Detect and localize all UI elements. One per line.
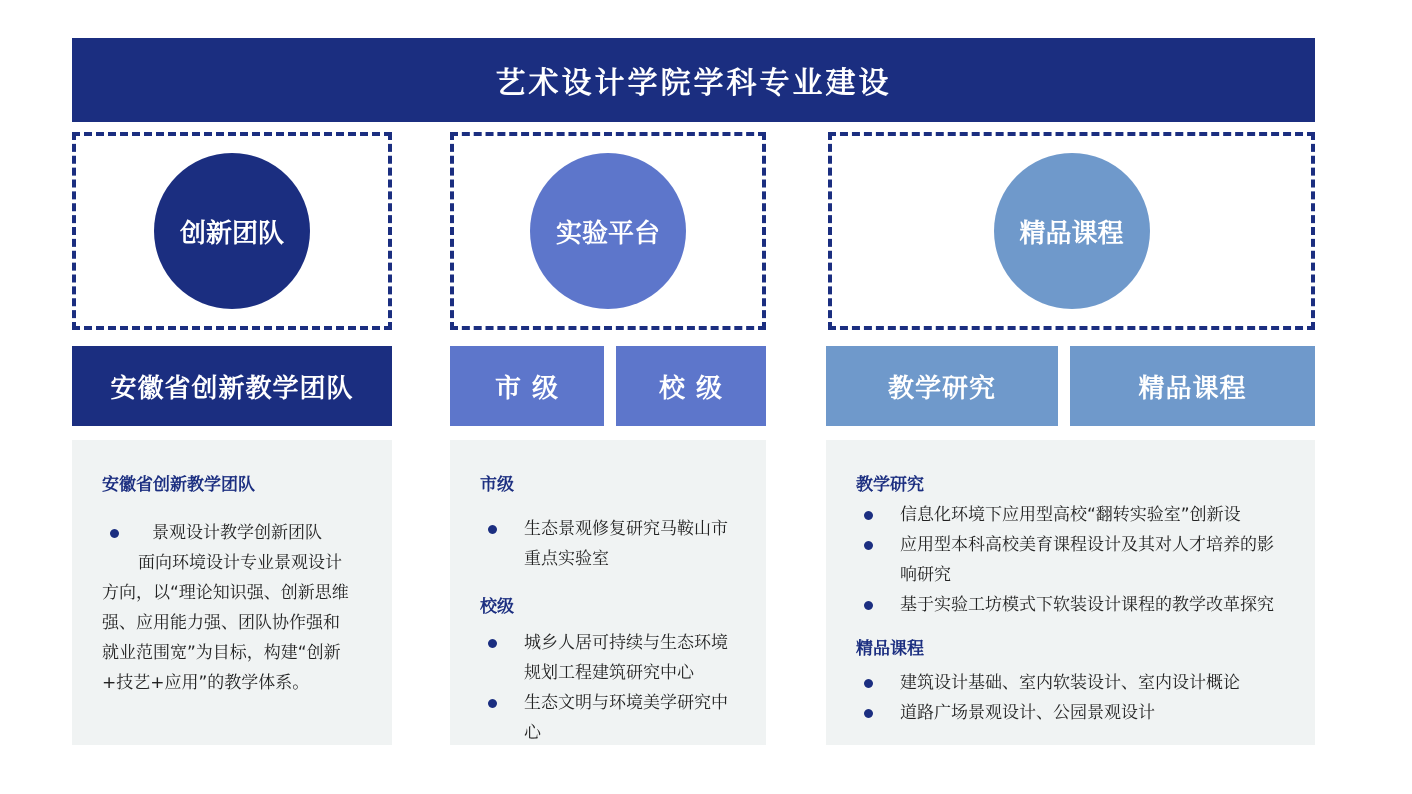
list-item: 生态景观修复研究马鞍山市重点实验室 [480, 514, 740, 574]
team-description: 面向环境设计专业景观设计方向，以“理论知识强、创新思维强、应用能力强、团队协作强和就业范围宽”为目标，构建“创新+技艺+应用”的教学体系。 [102, 553, 349, 693]
innovation-team-panel [72, 440, 392, 745]
lab-platform-panel [450, 440, 766, 745]
panel-heading: 校级 [480, 597, 514, 617]
quality-course-circle: 精品课程 [994, 153, 1150, 309]
bar-teaching-research: 教学研究 [826, 346, 1058, 426]
panel-heading: 安徽省创新教学团队 [102, 475, 255, 495]
panel-heading: 精品课程 [856, 639, 924, 659]
list-item: 城乡人居可持续与生态环境规划工程建筑研究中心 [480, 628, 740, 688]
page-title: 艺术设计学院学科专业建设 [72, 38, 1315, 122]
quality-course-panel [826, 440, 1315, 745]
list-item: 生态文明与环境美学研究中心 [480, 688, 740, 748]
list-item: 建筑设计基础、室内软装设计、室内设计概论 [856, 668, 1289, 698]
list-item: 信息化环境下应用型高校“翻转实验室”创新设 [856, 500, 1289, 530]
list-item: 应用型本科高校美育课程设计及其对人才培养的影响研究 [856, 530, 1289, 590]
bar-school-level: 校 级 [616, 346, 766, 426]
bar-quality-courses: 精品课程 [1070, 346, 1315, 426]
panel-heading: 市级 [480, 475, 514, 495]
lab-platform-circle: 实验平台 [530, 153, 686, 309]
list-item: 基于实验工坊模式下软装设计课程的教学改革探究 [856, 590, 1289, 620]
bar-provincial-team: 安徽省创新教学团队 [72, 346, 392, 426]
quality-course-frame [828, 132, 1315, 330]
list-item: 道路广场景观设计、公园景观设计 [856, 698, 1289, 728]
lab-platform-frame [450, 132, 766, 330]
panel-heading: 教学研究 [856, 475, 924, 495]
innovation-team-circle: 创新团队 [154, 153, 310, 309]
bar-city-level: 市 级 [450, 346, 604, 426]
innovation-team-frame [72, 132, 392, 330]
list-item: 景观设计教学创新团队 [102, 518, 366, 548]
